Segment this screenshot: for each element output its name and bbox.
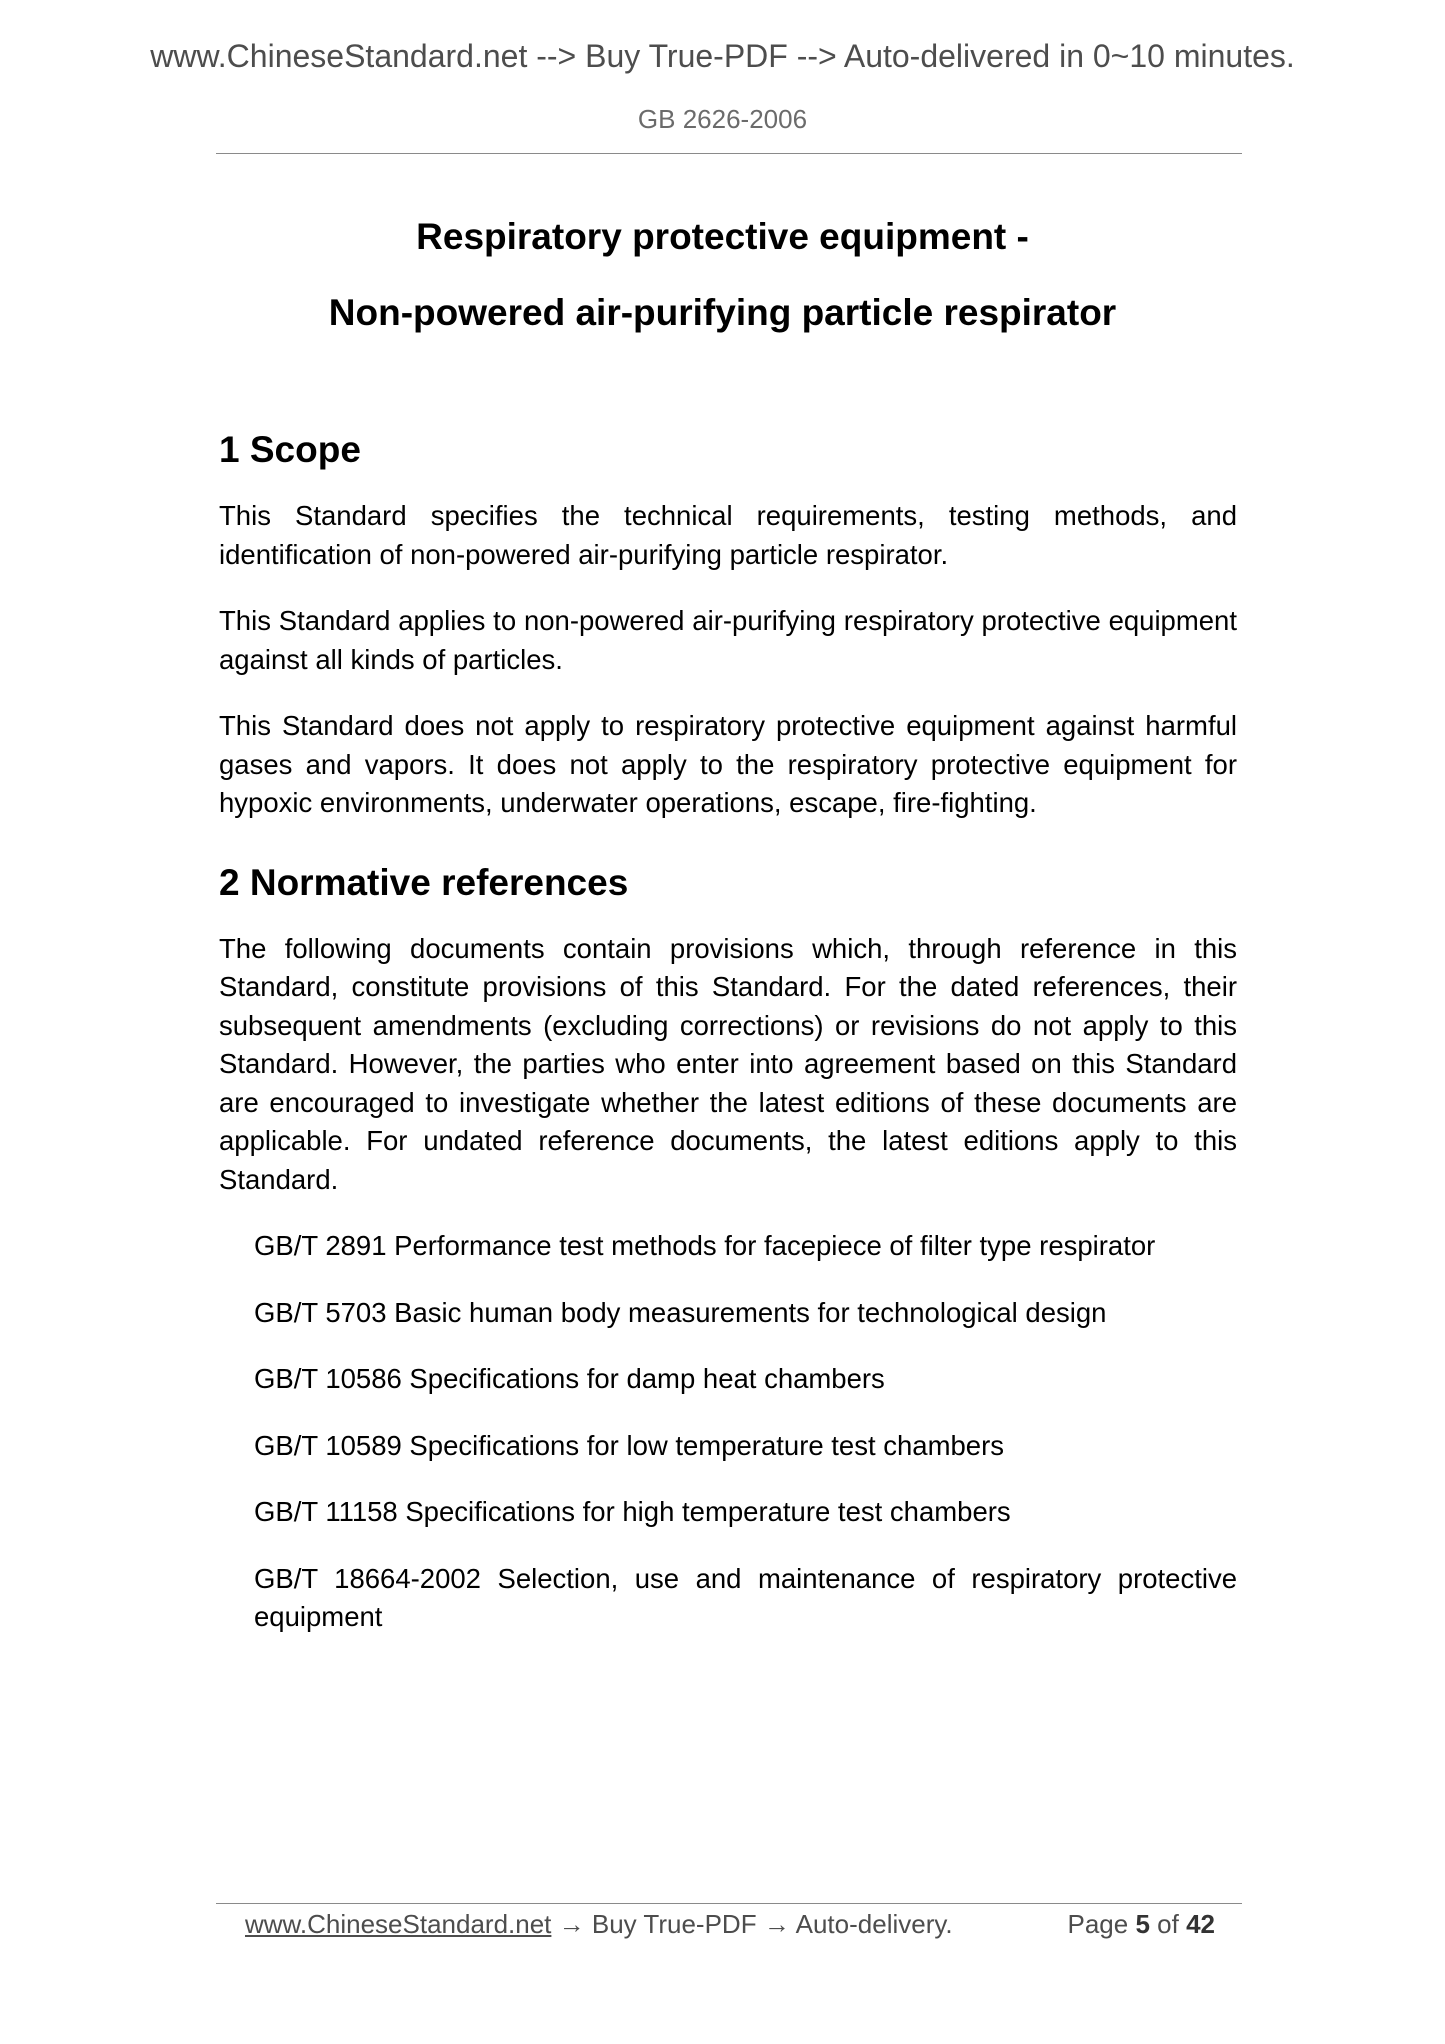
footer-left [245,1904,953,1944]
scope-paragraph: This Standard applies to non-powered air-purifying respiratory protective equipment against all kinds of particles. [219,605,1237,675]
reference-list [219,1227,1237,1637]
scope-paragraph: This Standard does not apply to respiratory protective equipment against harmful gases and vapors. It does not apply to the respiratory protective equipment for hypoxic environments, underwater operations, escape, fire-fighting. [219,710,1237,818]
reference-item: GB/T 11158 Specifications for high temperature test chambers [254,1496,1011,1527]
document-title-line-1: Respiratory protective equipment - [416,216,1029,257]
reference-item: GB/T 5703 Basic human body measurements for technological design [254,1296,1107,1328]
page-indicator [1067,1904,1215,1944]
header-divider [216,153,1242,154]
arrow-right-icon: → [558,1909,585,1939]
standard-code: GB 2626-2006 [637,104,808,134]
page-total: 42 [1186,1909,1215,1939]
main-content [219,420,1237,1637]
reference-item: GB/T 10586 Specifications for damp heat chambers [254,1363,885,1394]
section-heading-scope: 1 Scope [219,429,361,470]
footer-buy-text: Buy True-PDF [591,1909,757,1939]
reference-item: GB/T 2891 Performance test methods for facepiece of filter type respirator [254,1230,1156,1261]
scope-paragraph: This Standard specifies the technical requirements, testing methods, and identification of non-powered air-purifying particle respirator. [219,500,1237,570]
page-footer [245,1904,1215,1944]
page-label: Page [1067,1909,1129,1939]
document-title-line-2: Non-powered air-purifying particle respirator [328,292,1117,333]
arrow-right-icon: → [763,1909,790,1939]
section-heading-normative-references: 2 Normative references [219,861,629,903]
page-number: 5 [1135,1909,1150,1939]
reference-item: GB/T 10589 Specifications for low temperature test chambers [254,1429,1004,1461]
footer-auto-text: Auto-delivery. [795,1909,953,1939]
normative-intro-paragraph: The following documents contain provisions which, through reference in this Standard, constitute provisions of this Standard. For the dated references, their subsequent amendments (excluding corrections) or revisions do not apply to this Standard. However, the parties who enter into agreement based on this Standard are encouraged to investigate whether the latest editions of these documents are applicable. For undated reference documents, the latest editions apply to this Standard. [219,932,1237,1195]
top-banner: www.ChineseStandard.net --> Buy True-PDF --> Auto-delivered in 0~10 minutes. [150,38,1295,74]
reference-item: GB/T 18664-2002 Selection, use and maintenance of respiratory protective equipment [254,1562,1237,1632]
footer-site-link[interactable]: www.ChineseStandard.net [245,1909,552,1939]
of-label: of [1157,1909,1179,1939]
